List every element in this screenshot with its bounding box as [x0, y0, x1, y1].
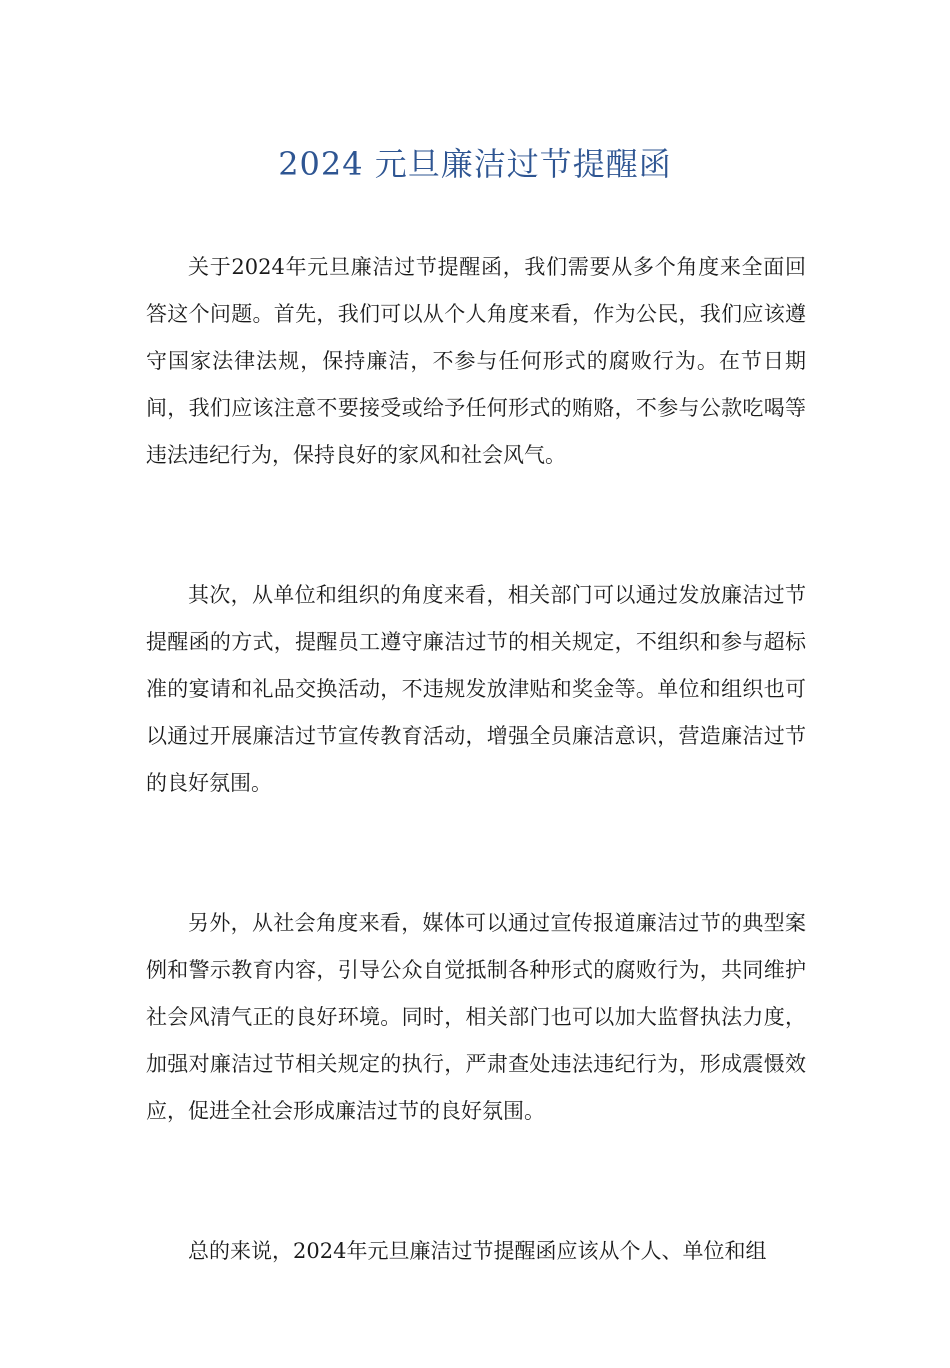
paragraph-2: 其次，从单位和组织的角度来看，相关部门可以通过发放廉洁过节提醒函的方式，提醒员工遵守廉洁过节的相关规定，不组织和参与超标准的宴请和礼品交换活动，不违规发放津贴和奖金等。单位和组织也可以通过开展廉洁过节宣传教育活动，增强全员廉洁意识，营造廉洁过节的良好氛围。 [146, 583, 806, 795]
paragraph-3: 另外，从社会角度来看，媒体可以通过宣传报道廉洁过节的典型案例和警示教育内容，引导公众自觉抵制各种形式的腐败行为，共同维护社会风清气正的良好环境。同时，相关部门也可以加大监督执法力度，加强对廉洁过节相关规定的执行，严肃查处违法违纪行为，形成震慑效应，促进全社会形成廉洁过节的良好氛围。 [146, 911, 806, 1123]
paragraph-4: 总的来说，2024年元旦廉洁过节提醒函应该从个人、单位和组 [188, 1239, 767, 1263]
document-title: 2024 元旦廉洁过节提醒函 [278, 145, 672, 183]
paragraph-1: 关于2024年元旦廉洁过节提醒函，我们需要从多个角度来全面回答这个问题。首先，我们可以从个人角度来看，作为公民，我们应该遵守国家法律法规，保持廉洁，不参与任何形式的腐败行为。在节日期间，我们应该注意不要接受或给予任何形式的贿赂，不参与公款吃喝等违法违纪行为，保持良好的家风和社会风气。 [146, 255, 806, 467]
document-body [146, 244, 806, 1368]
